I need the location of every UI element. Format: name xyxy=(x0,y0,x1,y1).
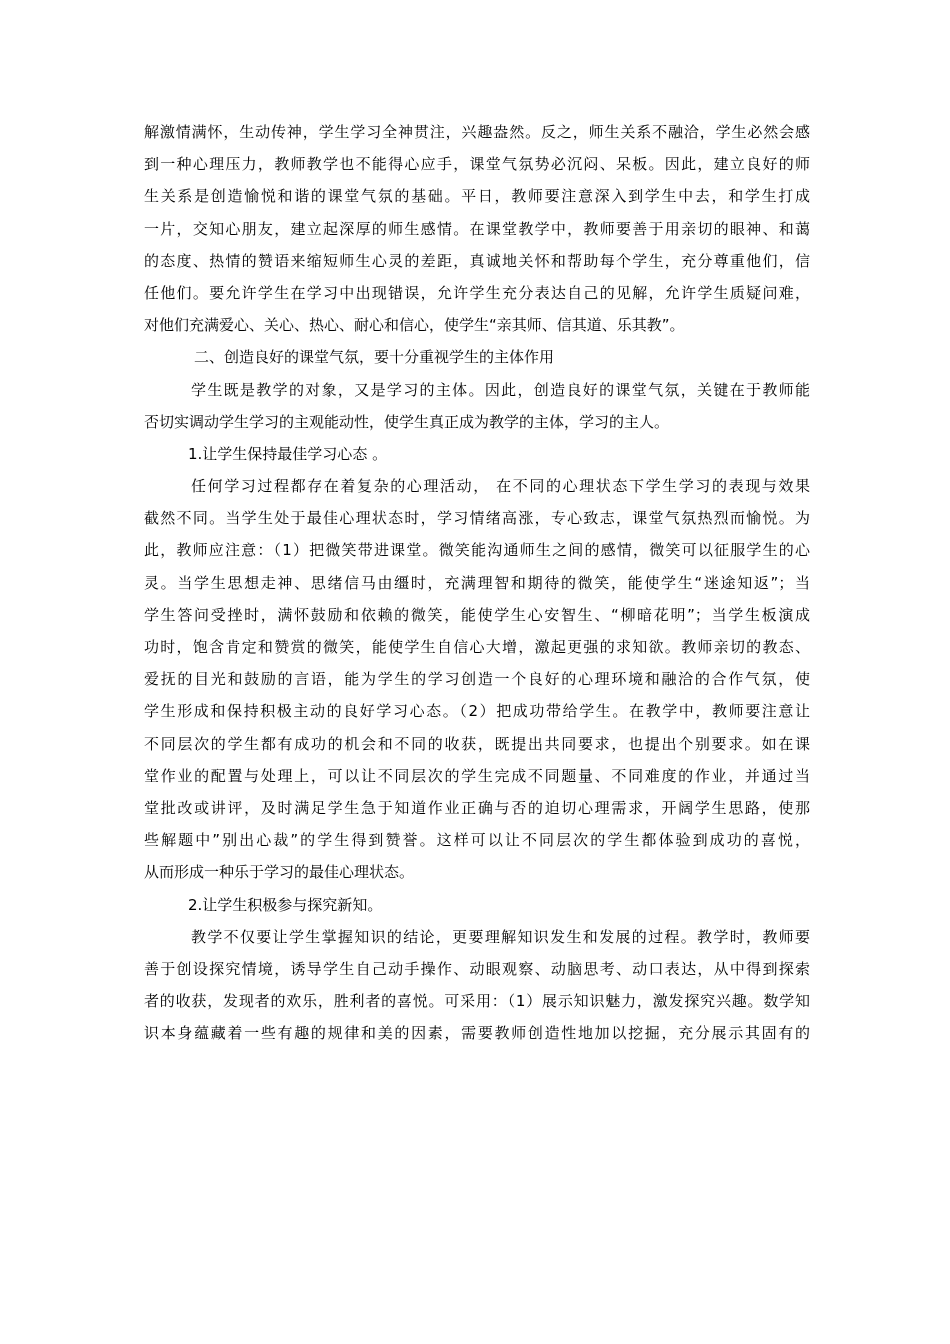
text-line: 截然不同。当学生处于最佳心理状态时，学习情绪高涨，专心致志，课堂气氛热烈而愉悦。为 xyxy=(144,509,810,528)
subheading-explore-new-knowledge xyxy=(144,889,810,921)
paragraph-mindset xyxy=(144,470,810,888)
text-line: 从而形成一种乐于学习的最佳心理状态。 xyxy=(144,863,415,882)
text-line: 功时，饱含肯定和赞赏的微笑，能使学生自信心大增，激起更强的求知欲。教师亲切的教态、 xyxy=(144,638,810,656)
paragraph-teacher-student-relationship xyxy=(144,116,810,341)
heading-text: 二、创造良好的课堂气氛，要十分重视学生的主体作用 xyxy=(194,348,555,367)
text-line: 善于创设探究情境，诱导学生自己动手操作、动眼观察、动脑思考、动口表达，从中得到探索 xyxy=(144,959,810,978)
text-line: 否切实调动学生学习的主观能动性，使学生真正成为教学的主体，学习的主人。 xyxy=(144,412,670,431)
paragraph-exploration xyxy=(144,921,810,1050)
text-line: 堂批改或讲评，及时满足学生急于知道作业正确与否的迫切心理需求，开阔学生思路，使那 xyxy=(144,798,810,817)
text-line: 识本身蕴藏着一些有趣的规律和美的因素，需要教师创造性地加以挖掘，充分展示其固有的 xyxy=(144,1024,810,1043)
section-heading xyxy=(144,341,810,373)
text-line: 解激情满怀，生动传神，学生学习全神贯注，兴趣盎然。反之，师生关系不融洽，学生必然会感 xyxy=(144,123,810,141)
text-line: 者的收获，发现者的欢乐，胜利者的喜悦。可采用：（1）展示知识魅力，激发探究兴趣。数学知 xyxy=(144,992,810,1011)
text-line: 任他们。要允许学生在学习中出现错误，允许学生充分表达自己的见解，允许学生质疑问难， xyxy=(144,283,810,302)
text-line: 学生形成和保持积极主动的良好学习心态。（2）把成功带给学生。在教学中，教师要注意让 xyxy=(144,702,810,721)
text-line: 任何学习过程都存在着复杂的心理活动， 在不同的心理状态下学生学习的表现与效果 xyxy=(191,477,810,496)
text-line: 的态度、热情的赞语来缩短师生心灵的差距，真诚地关怀和帮助每个学生，充分尊重他们，信 xyxy=(144,251,810,270)
text-line: 爱抚的目光和鼓励的言语，能为学生的学习创造一个良好的心理环境和融洽的合作气氛，使 xyxy=(144,670,810,689)
subheading-text: 2.让学生积极参与探究新知。 xyxy=(188,895,383,914)
paragraph-students-as-subject xyxy=(144,374,810,438)
text-line: 些解题中”别出心裁”的学生得到赞誉。这样可以让不同层次的学生都体验到成功的喜悦， xyxy=(144,831,810,850)
subheading-text: 1.让学生保持最佳学习心态 。 xyxy=(188,444,388,463)
text-line: 生关系是创造愉悦和谐的课堂气氛的基础。平日，教师要注意深入到学生中去，和学生打成 xyxy=(144,187,810,206)
text-line: 教学不仅要让学生掌握知识的结论，更要理解知识发生和发展的过程。教学时，教师要 xyxy=(191,927,810,946)
text-line: 此，教师应注意：（1）把微笑带进课堂。微笑能沟通师生之间的感情，微笑可以征服学生的心 xyxy=(144,541,810,560)
text-line: 学生既是教学的对象，又是学习的主体。因此，创造良好的课堂气氛，关键在于教师能 xyxy=(191,380,810,399)
text-line: 堂作业的配置与处理上，可以让不同层次的学生完成不同题量、不同难度的作业，并通过当 xyxy=(144,766,810,785)
text-line: 到一种心理压力，教师教学也不能得心应手，课堂气氛势必沉闷、呆板。因此，建立良好的师 xyxy=(144,155,810,174)
text-line: 灵。当学生思想走神、思绪信马由缰时，充满理智和期待的微笑，能使学生“迷途知返”；当 xyxy=(144,573,810,592)
text-line: 不同层次的学生都有成功的机会和不同的收获，既提出共同要求，也提出个别要求。如在课 xyxy=(144,734,810,753)
text-line: 学生答问受挫时，满怀鼓励和依赖的微笑，能使学生心安智生、“柳暗花明”；当学生板演成 xyxy=(144,605,810,624)
text-line: 对他们充满爱心、关心、热心、耐心和信心，使学生“亲其师、信其道、乐其教”。 xyxy=(144,316,685,335)
text-line: 一片，交知心朋友，建立起深厚的师生感情。在课堂教学中，教师要善于用亲切的眼神、和蔼 xyxy=(144,219,810,238)
subheading-best-mindset xyxy=(144,438,810,470)
